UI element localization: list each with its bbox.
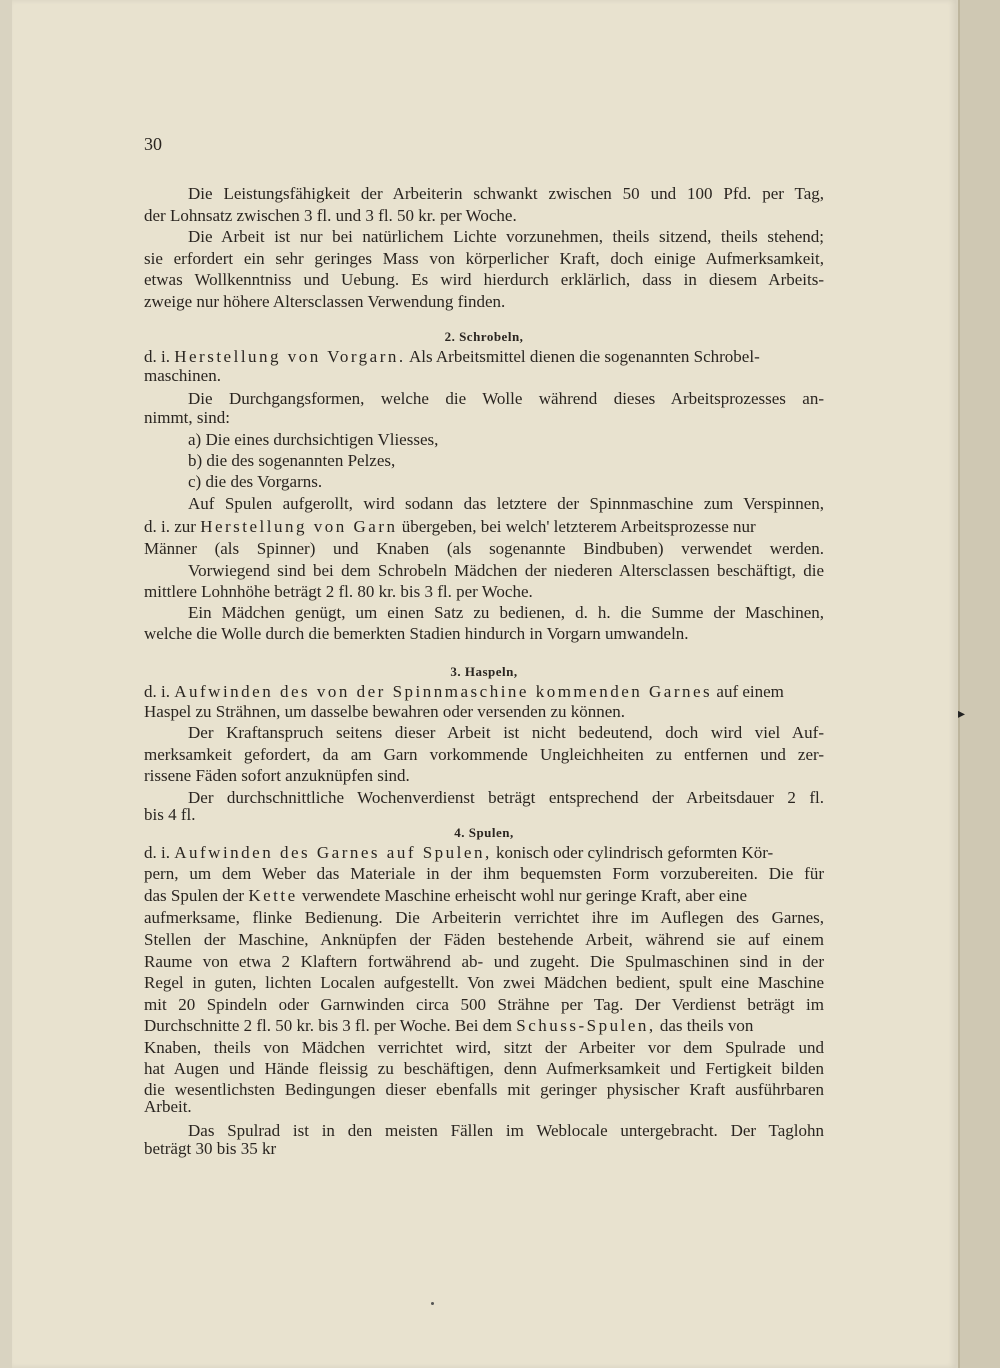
text-line: Knaben, theils von Mädchen verrichtet wird, sitzt der Arbeiter vor dem Spulrade und — [144, 1038, 824, 1057]
text-line: Regel in guten, lichten Localen aufgestellt. Von zwei Mädchen bedient, spult eine Maschine — [144, 973, 824, 992]
text-line — [144, 347, 824, 367]
text-line: Das Spulrad ist in den meisten Fällen im Weblocale untergebracht. Der Taglohn — [188, 1121, 824, 1140]
text-line: Männer (als Spinner) und Knaben (als sogenannte Bindbuben) verwendet werden. — [144, 539, 824, 558]
text-line: Die Leistungsfähigkeit der Arbeiterin schwankt zwischen 50 und 100 Pfd. per Tag, — [188, 184, 824, 203]
text-line: Vorwiegend sind bei dem Schrobeln Mädchen der niederen Altersclassen beschäftigt, die — [188, 561, 824, 580]
spaced-emphasis: Herstellung von Garn — [200, 517, 398, 536]
text-line: Die Durchgangsformen, welche die Wolle während dieses Arbeitsprozesses an- — [188, 389, 824, 408]
text-line: der Lohnsatz zwischen 3 fl. und 3 fl. 50 kr. per Woche. — [144, 206, 517, 225]
section-heading-haspeln: 3. Haspeln, — [450, 664, 518, 679]
list-item: b) die des sogenannten Pelzes, — [188, 451, 396, 470]
paper-speck — [431, 1302, 434, 1305]
text-line: sie erfordert ein sehr geringes Mass von körperlicher Kraft, doch einige Aufmerksamkeit, — [144, 249, 824, 268]
text-line — [144, 682, 824, 702]
text-line: zweige nur höhere Altersclassen Verwendung finden. — [144, 292, 506, 311]
text-line: aufmerksame, flinke Bedienung. Die Arbeiterin verrichtet ihre im Auflegen des Garnes, — [144, 908, 824, 927]
text-fragment: d. i. zur — [144, 517, 196, 536]
text-line: Die Arbeit ist nur bei natürlichem Lichte vorzunehmen, theils sitzend, theils stehend; — [188, 227, 824, 246]
spaced-emphasis: Kette — [248, 886, 298, 905]
text-fragment: d. i. — [144, 347, 170, 366]
section-heading-schrobeln: 2. Schrobeln, — [444, 329, 524, 344]
text-fragment: das Spulen der — [144, 886, 245, 905]
section-heading-spulen: 4. Spulen, — [454, 825, 514, 840]
page-edge-mark: ▸ — [958, 706, 966, 722]
text-line — [144, 886, 824, 906]
text-line: Auf Spulen aufgerollt, wird sodann das letztere der Spinnmaschine zum Verspinnen, — [188, 494, 824, 513]
text-line: Haspel zu Strähnen, um dasselbe bewahren oder versenden zu können. — [144, 702, 626, 721]
text-fragment: auf einem — [716, 682, 784, 701]
list-item: a) Die eines durchsichtigen Vliesses, — [188, 430, 439, 449]
text-line: beträgt 30 bis 35 kr — [144, 1139, 277, 1158]
text-line: Arbeit. — [144, 1097, 192, 1116]
text-fragment: das theils von — [659, 1016, 754, 1035]
text-line — [144, 843, 824, 863]
text-line: welche die Wolle durch die bemerkten Stadien hindurch in Vorgarn umwandeln. — [144, 624, 689, 643]
text-line: Stellen der Maschine, Anknüpfen der Fäden bestehende Arbeit, während sie auf einem — [144, 930, 824, 949]
text-line: mittlere Lohnhöhe beträgt 2 fl. 80 kr. bis 3 fl. per Woche. — [144, 582, 533, 601]
text-fragment: konisch oder cylindrisch geformten Kör- — [495, 843, 774, 862]
text-line: Der Kraftanspruch seitens dieser Arbeit ist nicht bedeutend, doch wird viel Auf- — [188, 723, 824, 742]
page-number: 30 — [144, 134, 162, 154]
text-fragment: Als Arbeitsmittel dienen die sogenannten Schrobel- — [408, 347, 760, 366]
text-line: bis 4 fl. — [144, 805, 196, 824]
text-fragment: d. i. — [144, 682, 170, 701]
adjacent-page-edge — [958, 0, 1000, 1368]
text-fragment: d. i. — [144, 843, 170, 862]
text-line: Ein Mädchen genügt, um einen Satz zu bedienen, d. h. die Summe der Maschinen, — [188, 603, 824, 622]
list-item: c) die des Vorgarns. — [188, 472, 323, 491]
text-line: pern, um dem Weber das Materiale in der ihm bequemsten Form vorzubereiten. Die für — [144, 864, 824, 883]
text-fragment: übergeben, bei welch' letzterem Arbeitsprozesse nur — [401, 517, 756, 536]
text-line: Der durchschnittliche Wochenverdienst beträgt entsprechend der Arbeitsdauer 2 fl. — [188, 788, 824, 807]
text-line: hat Augen und Hände fleissig zu beschäftigen, denn Aufmerksamkeit und Fertigkeit bilden — [144, 1059, 824, 1078]
text-line: maschinen. — [144, 366, 221, 385]
text-line: die wesentlichsten Bedingungen dieser ebenfalls mit geringer physischer Kraft ausführbaren — [144, 1080, 824, 1099]
text-line — [144, 1016, 824, 1036]
text-line: rissene Fäden sofort anzuknüpfen sind. — [144, 766, 410, 785]
spaced-emphasis: Herstellung von Vorgarn. — [174, 347, 406, 366]
text-line: mit 20 Spindeln oder Garnwinden circa 500 Strähne per Tag. Der Verdienst beträgt im — [144, 995, 824, 1014]
text-line — [144, 517, 824, 537]
spaced-emphasis: Aufwinden des Garnes auf Spulen, — [174, 843, 492, 862]
text-line: merksamkeit gefordert, da am Garn vorkommende Ungleichheiten zu entfernen und zer- — [144, 745, 824, 764]
text-line: etwas Wollkenntniss und Uebung. Es wird hierdurch erklärlich, dass in diesem Arbeits- — [144, 270, 824, 289]
text-line: nimmt, sind: — [144, 408, 230, 427]
text-line: Raume von etwa 2 Klaftern fortwährend ab- und zugeht. Die Spulmaschinen sind in der — [144, 952, 824, 971]
text-fragment: verwendete Maschine erheischt wohl nur geringe Kraft, aber eine — [301, 886, 748, 905]
text-fragment: Durchschnitte 2 fl. 50 kr. bis 3 fl. per Woche. Bei dem — [144, 1016, 512, 1035]
spaced-emphasis: Aufwinden des von der Spinnmaschine kommenden Garnes — [174, 682, 713, 701]
spaced-emphasis: Schuss-Spulen, — [516, 1016, 656, 1035]
